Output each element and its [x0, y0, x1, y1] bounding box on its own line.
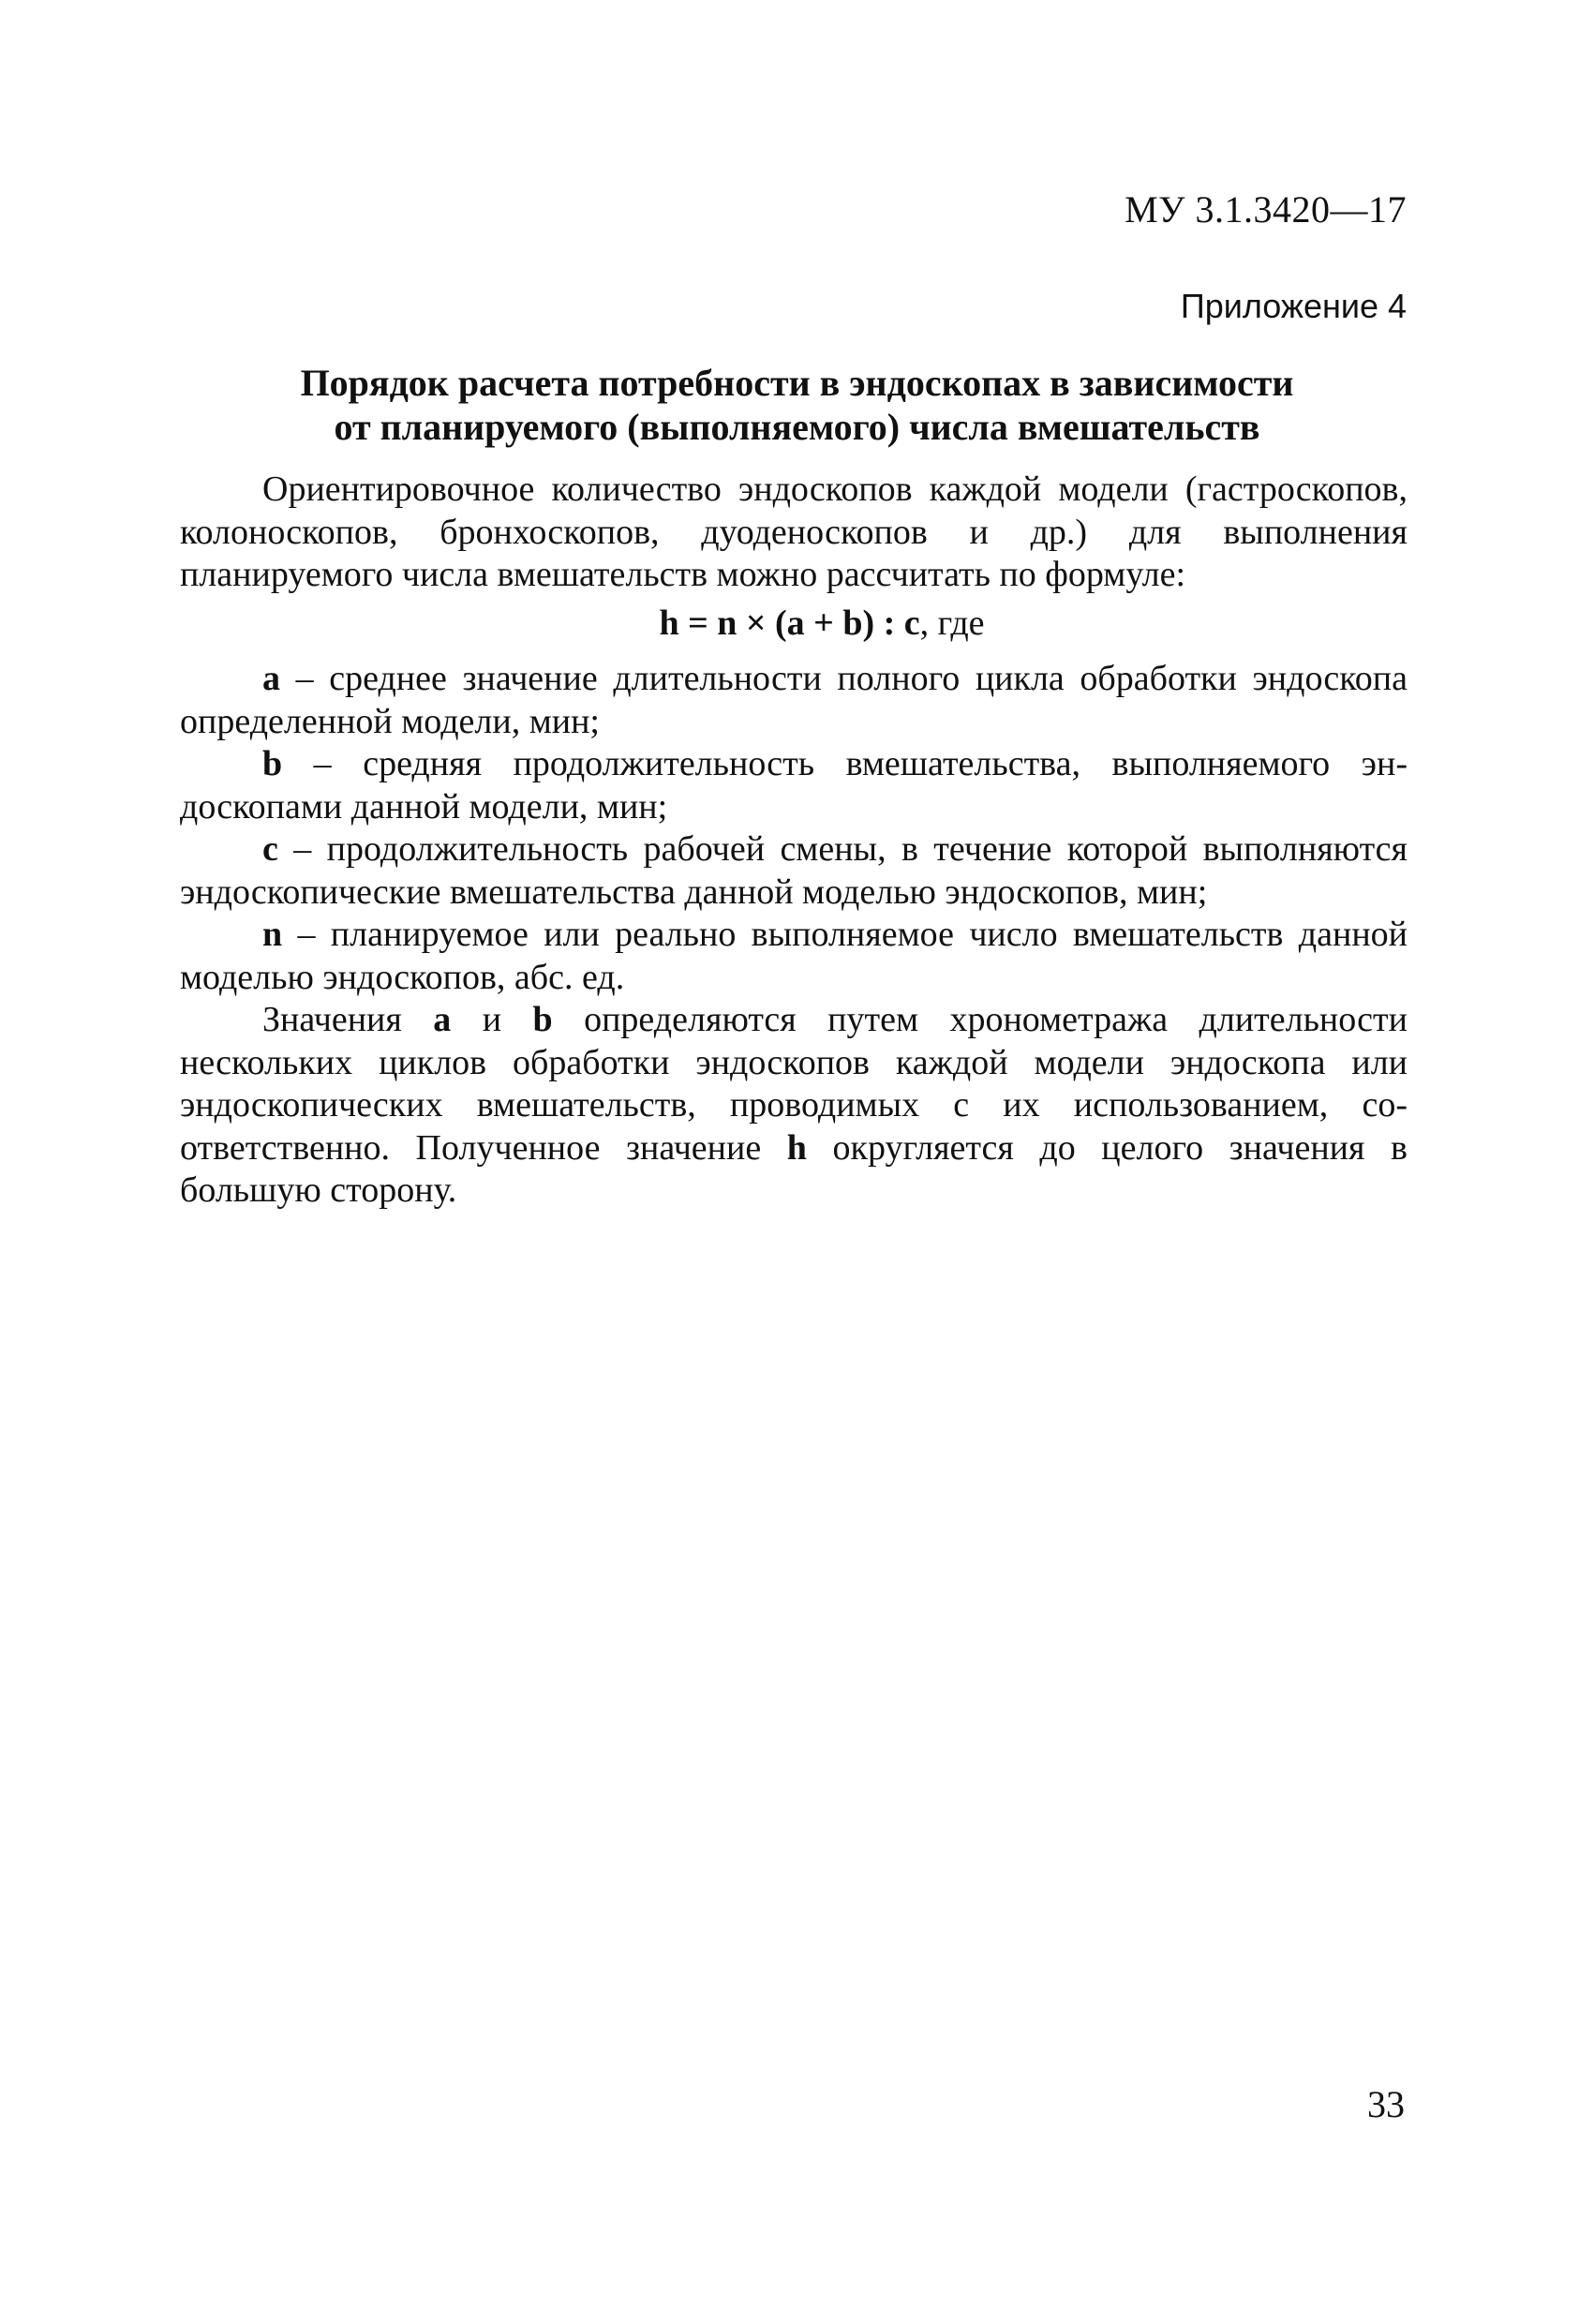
formula-expression: h = n × (a + b) : c [659, 603, 920, 643]
title-line-1: Порядок расчета потребности в эндоскопах в зависимости [300, 362, 1294, 404]
definition-symbol: a [262, 659, 280, 698]
note-text: округляется до целого значения в большую сторону. [180, 1127, 1408, 1210]
note-text: Значения [262, 1000, 434, 1039]
formula [180, 603, 1408, 646]
page-number: 33 [1367, 2083, 1405, 2125]
definition-a [180, 658, 1408, 743]
definition-symbol: c [262, 829, 278, 869]
definition-symbol: b [262, 744, 283, 783]
intro-paragraph: Ориентировочное количество эндоскопов каждой модели (гастроскопов, колоноскопов, бронхоскопов, дуоденоскопов и др.) для выполнения планируемого числа вмешательств можно рассчитать по формуле: [180, 469, 1408, 594]
definition-symbol: n [262, 915, 283, 954]
appendix-label: Приложение 4 [1180, 287, 1407, 325]
note-symbol-h: h [786, 1127, 807, 1168]
note-symbol-a: a [433, 1000, 452, 1039]
note-symbol-b: b [532, 1000, 553, 1039]
document-code: МУ 3.1.3420—17 [1125, 188, 1407, 231]
definition-text: – среднее значение длительности полного цикла обработки эндоскопа определенной модели, мин; [180, 659, 1408, 741]
note-paragraph [180, 999, 1408, 1213]
page-title [187, 361, 1407, 449]
note-text: определяются путем хронометража длительности нескольких циклов обработки эндоскопов каждой модели эндоскопа или эндоскопических вмешательств, проводимых с их использованием, соответственно. Полученное значение [180, 1000, 1408, 1168]
definition-text: – планируемое или реально выполняемое число вмешательств данной моделью эндоскопов, абс. ед. [180, 915, 1408, 997]
formula-suffix: , где [919, 603, 985, 643]
note-text: и [451, 1000, 533, 1039]
definition-b [180, 743, 1408, 828]
title-line-2: от планируемого (выполняемого) числа вмешательств [334, 406, 1260, 448]
definition-c [180, 828, 1408, 914]
definition-text: – средняя продолжительность вмешательства, выполняемого эндоскопами данной модели, мин; [180, 744, 1408, 827]
document-body [180, 469, 1408, 1213]
definition-n [180, 914, 1408, 999]
definition-text: – продолжительность рабочей смены, в течение которой выполняются эндоскопические вмешательства данной моделью эндоскопов, мин; [180, 829, 1408, 912]
